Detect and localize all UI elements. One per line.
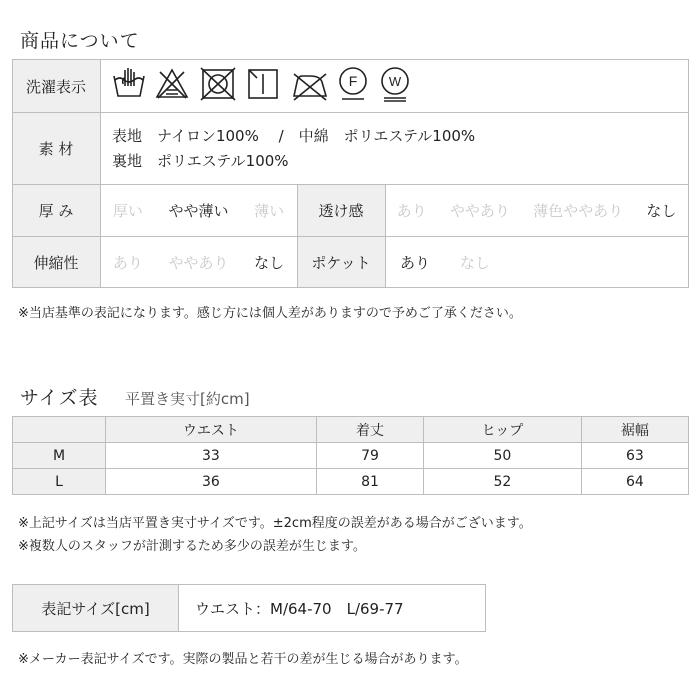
wetclean-w-letter: W [388, 74, 402, 89]
pocket-options [385, 237, 505, 287]
stretch-opt-slight: ややあり [168, 253, 229, 272]
pocket-label: ポケット [311, 253, 371, 272]
dryclean-f-letter: F [348, 73, 358, 89]
length-cell: 81 [316, 469, 423, 495]
stretch-options [100, 237, 297, 287]
pocket-opt-none: なし [459, 253, 490, 272]
material-text [112, 124, 682, 174]
material-line-1: 表地 ナイロン100% / 中綿 ポリエステル100% [112, 127, 476, 145]
tumble-dry-cross-icon [201, 68, 235, 100]
note-measurement-error: ※上記サイズは当店平置き実寸サイズです。±2cm程度の誤差がある場合がございます。 [18, 516, 532, 531]
note-multiple-staff: ※複数人のスタッフが計測するため多少の誤差が生じます。 [18, 539, 366, 554]
care-label: 洗濯表示 [25, 77, 86, 96]
label-size-header: 表記サイズ[cm] [13, 585, 179, 631]
label-size-box [12, 584, 486, 632]
stretch-opt-yes: あり [112, 253, 143, 272]
stretch-opt-none: なし [254, 253, 285, 272]
hem-cell: 64 [581, 469, 688, 495]
label-size-value: ウエスト：M/64-70 L/69-77 [195, 599, 404, 618]
line-dry-icon [249, 70, 277, 98]
section-title-size-chart: サイズ表 [20, 387, 99, 409]
pocket-opt-yes: あり [399, 253, 430, 272]
thickness-options [100, 185, 297, 236]
transparency-opt-none: なし [646, 202, 677, 220]
table-row [13, 443, 689, 469]
size-header-waist: ウエスト [106, 417, 317, 443]
iron-cross-icon [294, 74, 326, 100]
size-chart-subtitle: 平置き実寸[約cm] [125, 390, 250, 408]
size-header-length: 着丈 [316, 417, 423, 443]
size-table [12, 416, 689, 495]
stretch-label: 伸縮性 [33, 253, 79, 272]
table-row [13, 469, 689, 495]
transparency-options [385, 185, 688, 236]
note-subjective: ※当店基準の表記になります。感じ方には個人差がありますので予めご了承ください。 [18, 306, 522, 321]
size-cell: L [13, 469, 106, 495]
size-header-blank [13, 417, 106, 443]
thickness-opt-thick: 厚い [112, 202, 143, 220]
hip-cell: 52 [424, 469, 582, 495]
material-line-2: 裏地 ポリエステル100% [112, 152, 289, 170]
waist-cell: 33 [106, 443, 317, 469]
care-icons-svg [112, 66, 412, 104]
bleach-triangle-cross-icon [157, 70, 187, 98]
thickness-opt-thin: 薄い [254, 202, 285, 220]
section-title-product-info: 商品について [20, 30, 140, 52]
thickness-opt-slightly-thin: やや薄い [168, 202, 229, 220]
note-maker-size: ※メーカー表記サイズです。実際の製品と若干の差が生じる場合があります。 [18, 652, 468, 667]
size-table-header-row [13, 417, 689, 443]
wash-tub-hand-wash-icon [114, 68, 144, 96]
waist-cell: 36 [106, 469, 317, 495]
size-header-hip: ヒップ [424, 417, 582, 443]
transparency-opt-yes: あり [396, 202, 427, 220]
transparency-opt-light-color: 薄色ややあり [533, 202, 624, 220]
transparency-label: 透け感 [318, 202, 364, 220]
care-icons [112, 66, 412, 104]
material-label: 素 材 [38, 140, 74, 158]
transparency-opt-slight: ややあり [449, 202, 510, 220]
length-cell: 79 [316, 443, 423, 469]
size-header-hem: 裾幅 [581, 417, 688, 443]
thickness-label: 厚 み [38, 202, 74, 220]
size-cell: M [13, 443, 106, 469]
hem-cell: 63 [581, 443, 688, 469]
hip-cell: 50 [424, 443, 582, 469]
